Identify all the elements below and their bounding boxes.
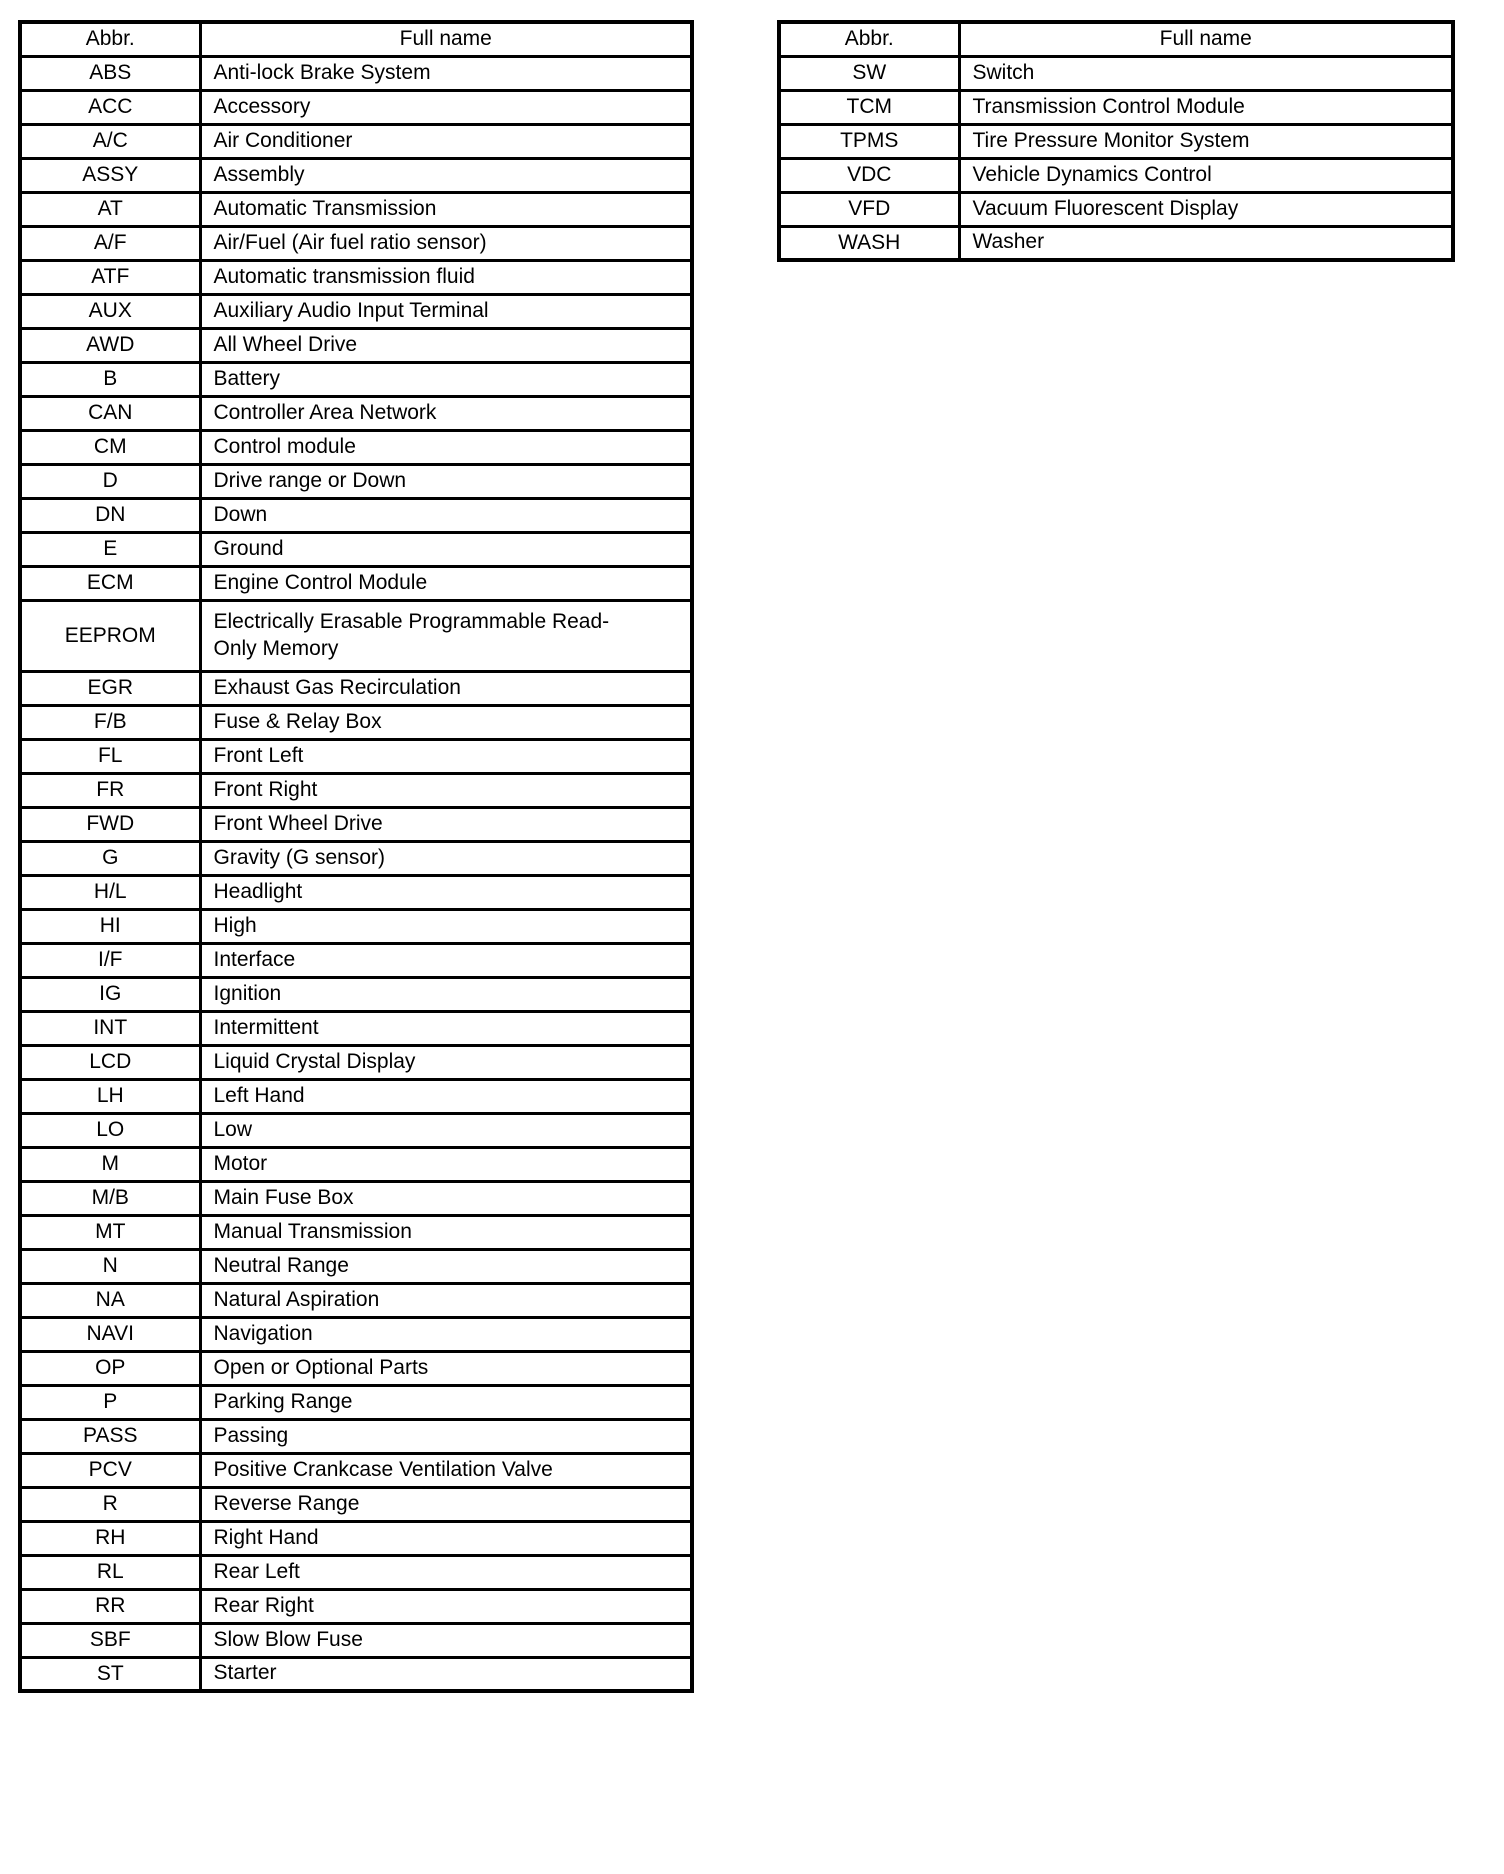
table-row [20,875,692,909]
full-name-cell: Navigation [200,1317,692,1351]
abbr-cell: EGR [20,671,200,705]
table-row [20,362,692,396]
table-row [20,705,692,739]
table-row [20,158,692,192]
table-row [20,1521,692,1555]
table-row [20,1385,692,1419]
full-name-cell: Fuse & Relay Box [200,705,692,739]
abbr-cell: AUX [20,294,200,328]
full-name-cell: Drive range or Down [200,464,692,498]
full-name-cell: Parking Range [200,1385,692,1419]
abbr-cell: B [20,362,200,396]
table-row [20,124,692,158]
full-name-cell: Vacuum Fluorescent Display [959,192,1453,226]
abbr-cell: A/F [20,226,200,260]
abbr-cell: LCD [20,1045,200,1079]
abbr-cell: P [20,1385,200,1419]
table-row [20,671,692,705]
abbr-cell: ACC [20,90,200,124]
full-name-cell: Intermittent [200,1011,692,1045]
abbr-cell: IG [20,977,200,1011]
full-name-cell: Vehicle Dynamics Control [959,158,1453,192]
full-name-cell: Automatic transmission fluid [200,260,692,294]
abbr-cell: N [20,1249,200,1283]
table-row [20,977,692,1011]
abbr-cell: M [20,1147,200,1181]
table-row [20,1555,692,1589]
abbr-cell: PCV [20,1453,200,1487]
table-row [20,1589,692,1623]
table-row [20,909,692,943]
full-name-cell: Headlight [200,875,692,909]
full-name-cell: Front Wheel Drive [200,807,692,841]
full-name-cell: Gravity (G sensor) [200,841,692,875]
table-row [20,1351,692,1385]
abbr-cell: E [20,532,200,566]
full-name-cell: Manual Transmission [200,1215,692,1249]
full-name-cell: Ground [200,532,692,566]
full-name-cell: Rear Right [200,1589,692,1623]
full-name-cell: Air Conditioner [200,124,692,158]
abbr-cell: ST [20,1657,200,1691]
abbr-cell: AT [20,192,200,226]
table-row [20,1657,692,1691]
table-row [20,807,692,841]
abbr-cell: M/B [20,1181,200,1215]
full-name-column-header: Full name [200,22,692,56]
abbr-cell: NA [20,1283,200,1317]
full-name-cell: High [200,909,692,943]
full-name-cell: Slow Blow Fuse [200,1623,692,1657]
full-name-cell: Natural Aspiration [200,1283,692,1317]
abbr-cell: A/C [20,124,200,158]
table-row [20,90,692,124]
full-name-cell: Liquid Crystal Display [200,1045,692,1079]
abbr-cell: OP [20,1351,200,1385]
full-name-cell: Electrically Erasable Programmable Read- Only Memory [200,600,692,671]
full-name-cell: Main Fuse Box [200,1181,692,1215]
table-row [20,498,692,532]
table-row [779,192,1453,226]
abbr-cell: SW [779,56,959,90]
table-row [20,430,692,464]
abbreviation-table-right [777,20,1455,262]
table-row [20,1453,692,1487]
full-name-cell: Ignition [200,977,692,1011]
full-name-cell: Down [200,498,692,532]
table-row [20,943,692,977]
full-name-cell: Exhaust Gas Recirculation [200,671,692,705]
table-row [20,532,692,566]
full-name-cell: Open or Optional Parts [200,1351,692,1385]
full-name-cell: Washer [959,226,1453,260]
full-name-cell: Front Left [200,739,692,773]
full-name-cell: Passing [200,1419,692,1453]
full-name-cell: Rear Left [200,1555,692,1589]
table-row [779,56,1453,90]
table-row [20,841,692,875]
abbr-cell: RR [20,1589,200,1623]
table-row [20,294,692,328]
full-name-cell: Assembly [200,158,692,192]
table-row [779,90,1453,124]
full-name-cell: Left Hand [200,1079,692,1113]
table-row [20,56,692,90]
full-name-cell: Anti-lock Brake System [200,56,692,90]
full-name-cell: Automatic Transmission [200,192,692,226]
abbr-cell: H/L [20,875,200,909]
full-name-cell: Positive Crankcase Ventilation Valve [200,1453,692,1487]
table-row [20,1011,692,1045]
abbr-cell: NAVI [20,1317,200,1351]
table-row [20,1487,692,1521]
abbreviation-table-left [18,20,694,1693]
table-row [20,1079,692,1113]
abbr-cell: PASS [20,1419,200,1453]
abbr-cell: RL [20,1555,200,1589]
abbr-cell: LH [20,1079,200,1113]
table-row [20,600,692,671]
table-row [20,1419,692,1453]
abbr-cell: ABS [20,56,200,90]
abbr-cell: LO [20,1113,200,1147]
abbr-cell: FR [20,773,200,807]
abbr-cell: WASH [779,226,959,260]
full-name-cell: Battery [200,362,692,396]
header-row [779,22,1453,56]
table-row [20,566,692,600]
table-row [20,226,692,260]
table-row [779,158,1453,192]
abbr-cell: G [20,841,200,875]
table-row [20,1045,692,1079]
full-name-cell: Tire Pressure Monitor System [959,124,1453,158]
header-row [20,22,692,56]
table-row [20,773,692,807]
full-name-cell: Interface [200,943,692,977]
full-name-cell: Engine Control Module [200,566,692,600]
full-name-cell: Low [200,1113,692,1147]
abbr-cell: FWD [20,807,200,841]
full-name-cell: Controller Area Network [200,396,692,430]
abbr-cell: HI [20,909,200,943]
full-name-cell: Starter [200,1657,692,1691]
table-row [20,464,692,498]
full-name-cell: Neutral Range [200,1249,692,1283]
abbr-column-header: Abbr. [20,22,200,56]
abbr-cell: F/B [20,705,200,739]
table-row [20,1113,692,1147]
full-name-column-header: Full name [959,22,1453,56]
abbr-cell: RH [20,1521,200,1555]
full-name-cell: Reverse Range [200,1487,692,1521]
table-row [20,1623,692,1657]
abbr-cell: ATF [20,260,200,294]
table-row [20,1147,692,1181]
abbr-cell: MT [20,1215,200,1249]
abbr-cell: SBF [20,1623,200,1657]
abbr-cell: TCM [779,90,959,124]
abbr-cell: INT [20,1011,200,1045]
full-name-cell: Air/Fuel (Air fuel ratio sensor) [200,226,692,260]
full-name-cell: Right Hand [200,1521,692,1555]
full-name-cell: Front Right [200,773,692,807]
table-row [20,739,692,773]
abbr-cell: I/F [20,943,200,977]
full-name-cell: Accessory [200,90,692,124]
full-name-cell: Transmission Control Module [959,90,1453,124]
abbr-cell: ECM [20,566,200,600]
abbr-cell: R [20,1487,200,1521]
table-row [20,328,692,362]
abbr-column-header: Abbr. [779,22,959,56]
full-name-cell: Auxiliary Audio Input Terminal [200,294,692,328]
abbr-cell: D [20,464,200,498]
abbr-cell: DN [20,498,200,532]
table-row [779,226,1453,260]
abbr-cell: TPMS [779,124,959,158]
abbr-cell: VDC [779,158,959,192]
table-row [20,1317,692,1351]
abbr-cell: AWD [20,328,200,362]
table-row [20,1283,692,1317]
full-name-cell: All Wheel Drive [200,328,692,362]
full-name-cell: Motor [200,1147,692,1181]
abbr-cell: CM [20,430,200,464]
abbr-cell: EEPROM [20,600,200,671]
table-row [20,1181,692,1215]
table-row [779,124,1453,158]
full-name-cell: Control module [200,430,692,464]
table-row [20,1215,692,1249]
table-row [20,396,692,430]
abbr-cell: FL [20,739,200,773]
abbr-cell: VFD [779,192,959,226]
full-name-cell: Switch [959,56,1453,90]
table-row [20,1249,692,1283]
abbr-cell: ASSY [20,158,200,192]
table-row [20,192,692,226]
abbr-cell: CAN [20,396,200,430]
table-row [20,260,692,294]
